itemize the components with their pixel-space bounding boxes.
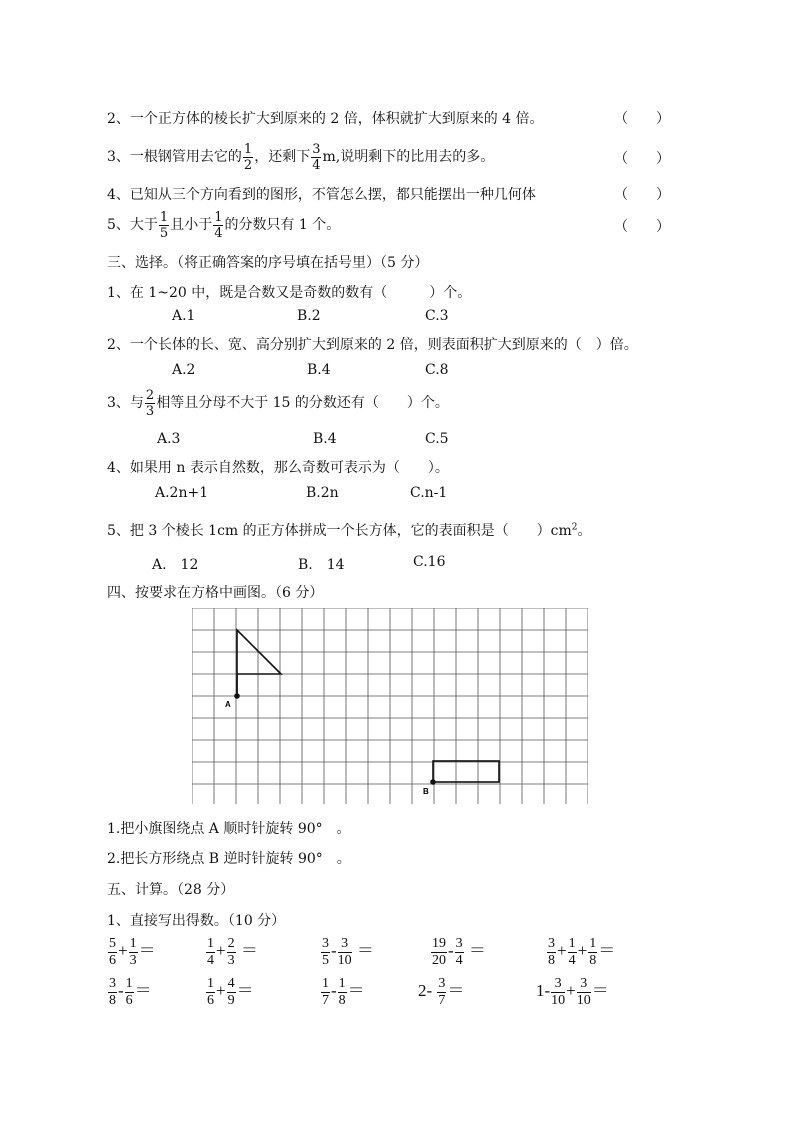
equals-sign: ＝ bbox=[240, 941, 258, 960]
numerator: 1 bbox=[322, 975, 329, 991]
point-a-dot bbox=[234, 693, 240, 699]
choice-q2-option-a[interactable]: A.2 bbox=[172, 362, 196, 378]
operand-two: 2- bbox=[418, 981, 433, 1000]
denominator: 5 bbox=[159, 225, 169, 241]
calc-item bbox=[320, 976, 365, 1008]
choice-q4-option-c[interactable]: C.n-1 bbox=[410, 485, 448, 501]
fraction bbox=[568, 937, 577, 968]
choice-q5-option-c[interactable]: C.16 bbox=[413, 554, 446, 570]
equals-sign: ＝ bbox=[468, 941, 486, 960]
choice-heading: 三、选择。（将正确答案的序号填在括号里）（5 分） bbox=[107, 255, 429, 271]
numerator: 1 bbox=[243, 141, 253, 157]
judge-q5-text-a: 5、大于 bbox=[107, 217, 158, 233]
numerator: 2 bbox=[227, 935, 235, 951]
numerator: 1 bbox=[338, 975, 346, 991]
denominator: 10 bbox=[337, 952, 352, 968]
judge-q3-text-b: ，还剩下 bbox=[254, 149, 311, 165]
fraction bbox=[125, 977, 134, 1008]
numerator: 1 bbox=[207, 935, 214, 951]
fraction bbox=[145, 389, 155, 418]
equals-sign: ＝ bbox=[134, 981, 152, 1000]
denominator: 3 bbox=[129, 952, 137, 968]
choice-q2-option-c[interactable]: C.8 bbox=[425, 362, 449, 378]
numerator: 1 bbox=[125, 975, 133, 991]
denominator: 6 bbox=[207, 992, 214, 1008]
choice-q3-option-b[interactable]: B.4 bbox=[313, 431, 337, 447]
denominator: 7 bbox=[438, 992, 446, 1008]
calc-item bbox=[430, 936, 486, 968]
fraction bbox=[338, 977, 347, 1008]
denominator: 7 bbox=[322, 992, 329, 1008]
rectangle-shape bbox=[433, 761, 499, 782]
operator: - bbox=[331, 941, 337, 960]
operand-one: 1- bbox=[536, 981, 551, 1000]
fraction bbox=[206, 937, 215, 968]
choice-q5-superscript: 2 bbox=[571, 522, 578, 533]
calc-sub-heading: 1、直接写出得数。（10 分） bbox=[107, 913, 286, 929]
choice-q5-end: 。 bbox=[577, 523, 592, 539]
calc-item bbox=[536, 976, 609, 1008]
drawing-grid[interactable] bbox=[192, 608, 588, 804]
judge-q5-text-c: 的分数只有 1 个。 bbox=[224, 217, 341, 233]
numerator: 1 bbox=[568, 935, 576, 951]
draw-task-2: 2.把长方形绕点 B 逆时针旋转 90° 。 bbox=[107, 851, 351, 867]
numerator: 3 bbox=[338, 937, 352, 953]
fraction bbox=[431, 937, 447, 968]
operator: + bbox=[577, 941, 588, 960]
numerator: 1 bbox=[129, 935, 137, 951]
choice-q1-option-b[interactable]: B.2 bbox=[297, 308, 321, 324]
numerator: 4 bbox=[227, 975, 235, 991]
numerator: 3 bbox=[455, 935, 463, 951]
numerator: 19 bbox=[432, 935, 446, 951]
denominator: 4 bbox=[312, 157, 321, 173]
choice-q5-text: 5、把 3 个棱长 1cm 的正方体拼成一个长方体，它的表面积是（ ）cm bbox=[107, 523, 572, 539]
choice-q1-option-c[interactable]: C.3 bbox=[425, 308, 449, 324]
operator: - bbox=[331, 981, 337, 1000]
calc-item bbox=[107, 936, 156, 968]
choice-q1-option-a[interactable]: A.1 bbox=[172, 308, 196, 324]
judge-q3 bbox=[107, 140, 494, 174]
numerator: 5 bbox=[109, 935, 116, 951]
denominator: 10 bbox=[551, 992, 566, 1008]
calc-item bbox=[205, 936, 258, 968]
calc-item bbox=[546, 936, 615, 968]
numerator: 3 bbox=[438, 975, 446, 991]
equals-sign: ＝ bbox=[356, 941, 374, 960]
numerator: 1 bbox=[207, 975, 214, 991]
fraction bbox=[206, 977, 215, 1008]
fraction bbox=[311, 143, 321, 172]
fraction bbox=[108, 977, 117, 1008]
fraction bbox=[455, 937, 464, 968]
grid-lines bbox=[192, 608, 588, 804]
numerator: 1 bbox=[159, 209, 169, 225]
equals-sign: ＝ bbox=[447, 981, 465, 1000]
point-b-label: B bbox=[423, 787, 429, 796]
calc-item bbox=[205, 976, 254, 1008]
fraction bbox=[588, 937, 597, 968]
fraction bbox=[547, 937, 556, 968]
denominator: 4 bbox=[214, 225, 223, 241]
denominator: 2 bbox=[243, 157, 253, 173]
fraction bbox=[159, 211, 169, 240]
operator: - bbox=[448, 941, 454, 960]
denominator: 3 bbox=[227, 952, 235, 968]
denominator: 3 bbox=[145, 403, 155, 419]
fraction bbox=[227, 977, 236, 1008]
denominator: 8 bbox=[109, 992, 116, 1008]
judge-q3-text-a: 3、一根钢管用去它的 bbox=[107, 149, 242, 165]
numerator: 3 bbox=[322, 935, 329, 951]
numerator: 2 bbox=[145, 387, 155, 403]
denominator: 5 bbox=[322, 952, 329, 968]
calc-item bbox=[320, 936, 374, 968]
numerator: 3 bbox=[312, 141, 321, 157]
choice-q3-option-c[interactable]: C.5 bbox=[425, 431, 449, 447]
operator: + bbox=[216, 941, 226, 960]
denominator: 4 bbox=[207, 952, 214, 968]
fraction bbox=[338, 937, 352, 968]
choice-q2: 2、一个长体的长、宽、高分别扩大到原来的 2 倍，则表面积扩大到原来的（ ）倍。 bbox=[107, 337, 638, 353]
fraction bbox=[551, 977, 565, 1008]
judge-q5 bbox=[107, 208, 340, 242]
equals-sign: ＝ bbox=[591, 981, 609, 1000]
denominator: 8 bbox=[589, 952, 597, 968]
choice-q5-option-b[interactable]: B. 14 bbox=[298, 557, 345, 573]
equals-sign: ＝ bbox=[347, 981, 365, 1000]
choice-q3 bbox=[107, 386, 449, 420]
denominator: 10 bbox=[576, 992, 591, 1008]
denominator: 9 bbox=[227, 992, 235, 1008]
calc-heading: 五、计算。（28 分） bbox=[107, 882, 235, 898]
choice-q3-text-a: 3、与 bbox=[107, 395, 144, 411]
numerator: 1 bbox=[214, 209, 223, 225]
judge-q4: 4、已知从三个方向看到的图形，不管怎么摆，都只能摆出一种几何体 bbox=[107, 187, 536, 203]
calc-item bbox=[107, 976, 152, 1008]
judge-q3-answer-paren[interactable]: （ ） bbox=[614, 151, 670, 167]
numerator: 3 bbox=[577, 977, 591, 993]
point-b-dot bbox=[430, 779, 436, 785]
equals-sign: ＝ bbox=[598, 941, 616, 960]
judge-q2: 2、一个正方体的棱长扩大到原来的 2 倍，体积就扩大到原来的 4 倍。 bbox=[107, 111, 544, 127]
draw-heading: 四、按要求在方格中画图。（6 分） bbox=[107, 585, 324, 601]
numerator: 3 bbox=[109, 975, 116, 991]
denominator: 8 bbox=[338, 992, 346, 1008]
judge-q5-text-b: 且小于 bbox=[170, 217, 213, 233]
numerator: 3 bbox=[551, 977, 565, 993]
operator: + bbox=[216, 981, 226, 1000]
choice-q5-option-a[interactable]: A. 12 bbox=[152, 557, 199, 573]
choice-q4: 4、如果用 n 表示自然数，那么奇数可表示为（ ）。 bbox=[107, 460, 449, 476]
fraction bbox=[108, 937, 117, 968]
fraction bbox=[577, 977, 591, 1008]
fraction bbox=[243, 143, 253, 172]
operator: + bbox=[566, 981, 576, 1000]
choice-q4-option-a[interactable]: A.2n+1 bbox=[155, 485, 209, 501]
denominator: 6 bbox=[125, 992, 133, 1008]
denominator: 8 bbox=[548, 952, 555, 968]
choice-q4-option-b[interactable]: B.2n bbox=[306, 485, 339, 501]
operator: - bbox=[118, 981, 124, 1000]
denominator: 4 bbox=[455, 952, 463, 968]
numerator: 1 bbox=[589, 935, 597, 951]
equals-sign: ＝ bbox=[236, 981, 254, 1000]
choice-q1: 1、在 1~20 中，既是合数又是奇数的数有（ ）个。 bbox=[107, 285, 472, 301]
fraction bbox=[321, 937, 330, 968]
denominator: 6 bbox=[109, 952, 116, 968]
calc-item bbox=[418, 976, 464, 1008]
fraction bbox=[227, 937, 236, 968]
operator: + bbox=[557, 941, 567, 960]
point-a-label: A bbox=[225, 700, 231, 709]
judge-q4-answer-paren[interactable]: （ ） bbox=[614, 187, 670, 203]
denominator: 4 bbox=[568, 952, 576, 968]
fraction bbox=[129, 937, 138, 968]
choice-q3-text-b: 相等且分母不大于 15 的分数还有（ ）个。 bbox=[156, 395, 449, 411]
fraction bbox=[213, 211, 223, 240]
fraction bbox=[437, 977, 446, 1008]
numerator: 3 bbox=[548, 935, 555, 951]
choice-q5 bbox=[107, 520, 592, 540]
judge-q5-answer-paren[interactable]: （ ） bbox=[614, 219, 670, 235]
choice-q3-option-a[interactable]: A.3 bbox=[157, 431, 181, 447]
judge-q3-text-c: m,说明剩下的比用去的多。 bbox=[322, 149, 495, 165]
denominator: 20 bbox=[432, 952, 446, 968]
draw-task-1: 1.把小旗图绕点 A 顺时针旋转 90° 。 bbox=[107, 821, 351, 837]
choice-q2-option-b[interactable]: B.4 bbox=[307, 362, 331, 378]
operator: + bbox=[118, 941, 128, 960]
equals-sign: ＝ bbox=[138, 941, 156, 960]
fraction bbox=[321, 977, 330, 1008]
judge-q2-answer-paren[interactable]: （ ） bbox=[614, 111, 670, 127]
